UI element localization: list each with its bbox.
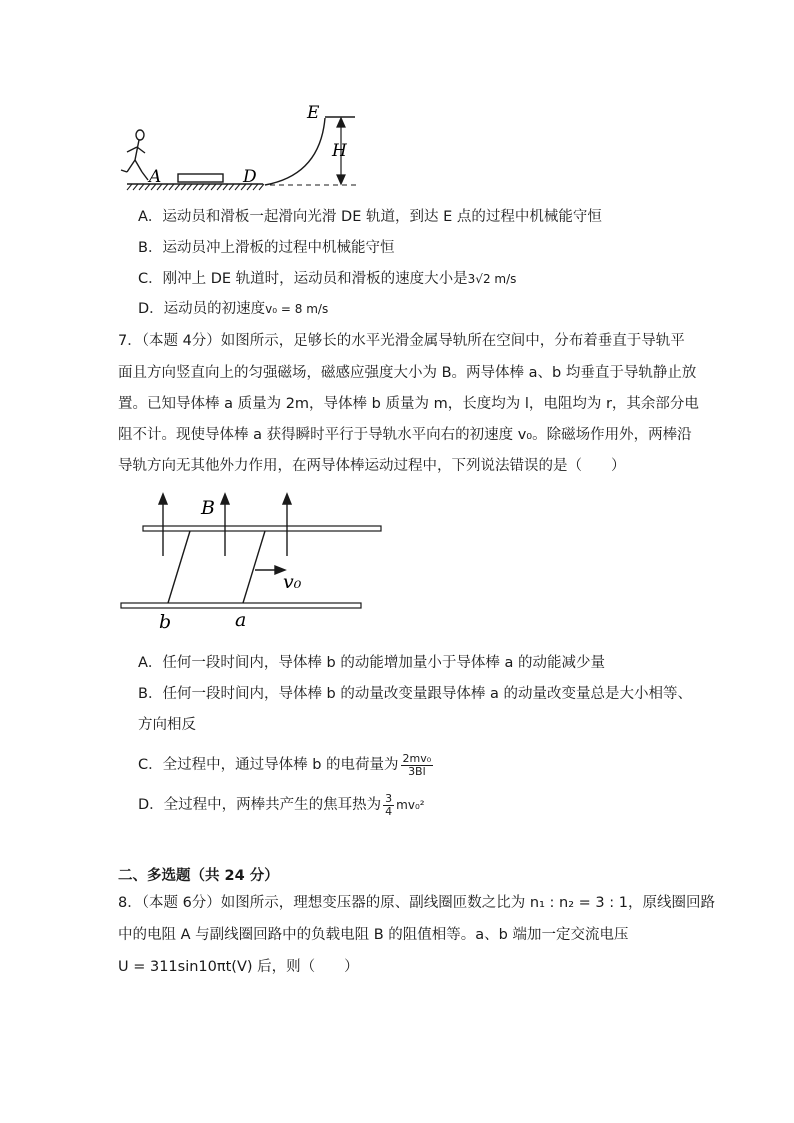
q6-option-d-value: v₀ = 8 m/s xyxy=(265,302,329,316)
q7-line-1: 7．（本题 4分）如图所示，足够长的水平光滑金属导轨所在空间中，分布着垂直于导轨平 xyxy=(118,333,685,349)
label-rod-a: a xyxy=(235,609,247,631)
figure-rails xyxy=(115,490,390,635)
label-e: E xyxy=(307,103,320,123)
label-rod-b: b xyxy=(159,611,172,633)
magnetic-field-arrows xyxy=(159,494,291,556)
curved-track-de xyxy=(265,118,325,185)
section-title-multiple-choice: 二、多选题（共 24 分） xyxy=(118,868,279,884)
q6-option-a: A．运动员和滑板一起滑向光滑 DE 轨道，到达 E 点的过程中机械能守恒 xyxy=(138,209,602,225)
q8-line-2: 中的电阻 A 与副线圈回路中的负载电阻 B 的阻值相等。a、b 端加一定交流电压 xyxy=(118,927,629,943)
q7-line-3: 置。已知导体棒 a 质量为 2m，导体棒 b 质量为 m，长度均为 l，电阻均为 r，其余部分电 xyxy=(118,396,699,412)
rod-a xyxy=(243,531,265,603)
q7-option-d-denominator: 4 xyxy=(385,804,393,818)
velocity-arrow xyxy=(255,566,285,574)
q7-option-d xyxy=(138,790,425,820)
q7-option-d-tail: mv₀² xyxy=(396,798,425,812)
q7-option-d-fraction xyxy=(383,793,394,818)
label-b-field: B xyxy=(201,497,215,519)
q7-option-d-numerator: 3 xyxy=(385,791,393,805)
skateboard xyxy=(178,174,223,182)
q6-option-c-value: 3√2 m/s xyxy=(467,272,517,286)
q7-line-5: 导轨方向无其他外力作用，在两导体棒运动过程中，下列说法错误的是（ ） xyxy=(118,458,626,474)
figure-ramp xyxy=(115,100,365,192)
q6-option-c xyxy=(138,269,516,289)
q7-option-c xyxy=(138,750,435,780)
q7-option-c-denominator: 3Bl xyxy=(408,764,426,778)
q8-line-3: U = 311sin10πt(V) 后，则（ ） xyxy=(118,959,359,975)
label-a: A xyxy=(149,167,162,187)
q7-option-c-text: C．全过程中，通过导体棒 b 的电荷量为 xyxy=(138,757,399,773)
label-v0: v₀ xyxy=(283,571,302,593)
q7-option-c-fraction xyxy=(401,753,434,778)
q6-option-c-text: C．刚冲上 DE 轨道时，运动员和滑板的速度大小是 xyxy=(138,271,468,287)
q8-line-1: 8．（本题 6分）如图所示，理想变压器的原、副线圈匝数之比为 n₁ : n₂ = 3 : 1，原线圈回路 xyxy=(118,895,715,911)
top-rail xyxy=(143,526,381,531)
rod-b xyxy=(168,531,190,603)
q7-option-d-text: D．全过程中，两棒共产生的焦耳热为 xyxy=(138,797,382,813)
label-d: D xyxy=(243,167,257,187)
bottom-rail xyxy=(121,603,361,608)
q7-option-a: A．任何一段时间内，导体棒 b 的动能增加量小于导体棒 a 的动能减少量 xyxy=(138,655,605,671)
q7-option-c-numerator: 2mv₀ xyxy=(402,751,432,765)
runner-figure xyxy=(121,130,148,180)
label-h: H xyxy=(332,141,347,161)
q7-option-b-line-2: 方向相反 xyxy=(138,717,196,733)
q6-option-d xyxy=(138,299,328,319)
q7-option-b-line-1: B．任何一段时间内，导体棒 b 的动量改变量跟导体棒 a 的动量改变量总是大小相等、 xyxy=(138,686,692,702)
q7-line-4: 阻不计。现使导体棒 a 获得瞬时平行于导轨水平向右的初速度 v₀。除磁场作用外，两棒沿 xyxy=(118,427,692,443)
q6-option-b: B．运动员冲上滑板的过程中机械能守恒 xyxy=(138,240,395,256)
q6-option-d-text: D．运动员的初速度 xyxy=(138,301,266,317)
q7-line-2: 面且方向竖直向上的匀强磁场，磁感应强度大小为 B。两导体棒 a、b 均垂直于导轨静止放 xyxy=(118,365,697,381)
